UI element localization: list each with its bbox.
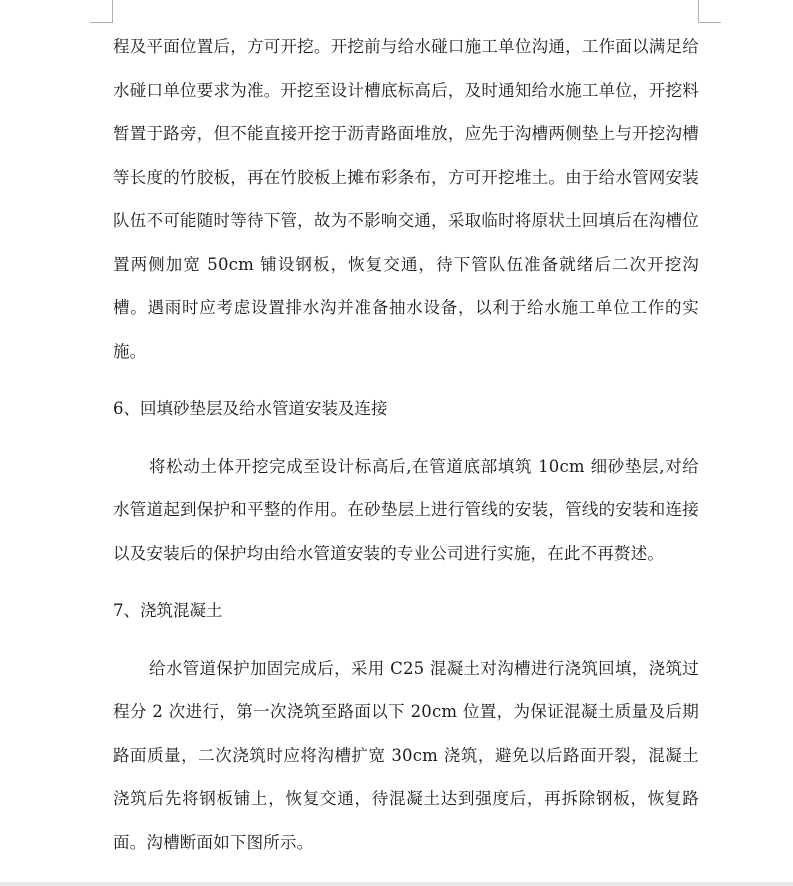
section-heading-7: 7、浇筑混凝土 [113,601,223,620]
spacer [113,431,699,445]
paragraph-concrete-pouring: 给水管道保护加固完成后，采用 C25 混凝土对沟槽进行浇筑回填，浇筑过程分 2 次进行，第一次浇筑至路面以下 20cm 位置，为保证混凝土质量及后期路面质量，二次浇筑时应将沟槽扩宽 30cm 浇筑，避免以后路面开裂，混凝土浇筑后先将钢板铺上，恢复交通，待混凝土达到强度后，再拆除钢板，恢复路面。沟槽断面如下图所示。 [113,658,699,852]
crop-mark-right [698,0,721,23]
document-body [113,25,699,864]
section-heading-6: 6、回填砂垫层及给水管道安装及连接 [113,399,388,418]
crop-mark-left [90,0,113,23]
spacer [113,633,699,647]
paragraph-sand-cushion: 将松动土体开挖完成至设计标高后,在管道底部填筑 10cm 细砂垫层,对给水管道起到保护和平整的作用。在砂垫层上进行管线的安装，管线的安装和连接以及安装后的保护均由给水管道安装的专业公司进行实施，在此不再赘述。 [113,456,699,563]
spacer [113,373,699,387]
paragraph-excavation: 程及平面位置后，方可开挖。开挖前与给水碰口施工单位沟通，工作面以满足给水碰口单位要求为准。开挖至设计槽底标高后，及时通知给水施工单位，开挖料暂置于路旁，但不能直接开挖于沥青路面堆放，应先于沟槽两侧垫上与开挖沟槽等长度的竹胶板，再在竹胶板上摊布彩条布，方可开挖堆土。由于给水管网安装队伍不可能随时等待下管，故为不影响交通，采取临时将原状土回填后在沟槽位置两侧加宽 50cm 铺设钢板，恢复交通，待下管队伍准备就绪后二次开挖沟槽。遇雨时应考虑设置排水沟并准备抽水设备，以利于给水施工单位工作的实施。 [113,37,699,361]
page-bottom-edge [0,882,793,886]
spacer [113,575,699,589]
